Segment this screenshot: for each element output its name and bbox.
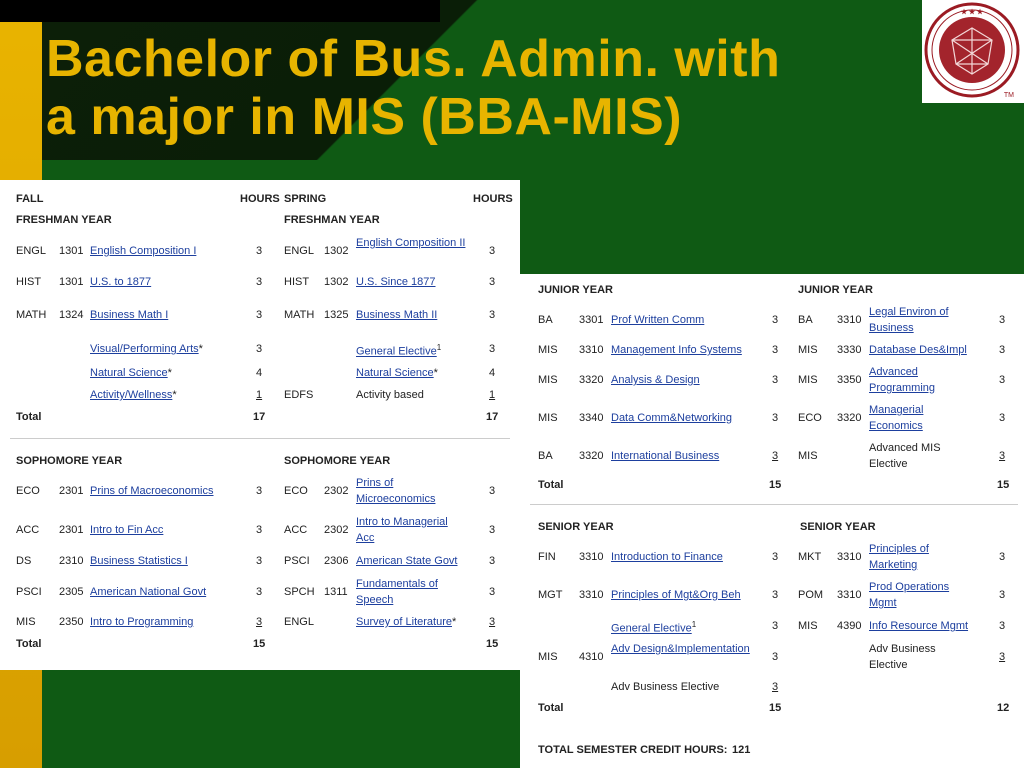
course-dept: HIST [16,276,42,288]
section-divider [10,438,510,439]
hours-header-spring: HOURS [473,193,513,205]
course-link-mis2350[interactable]: Intro to Programming [90,616,194,628]
course-number: 3320 [579,450,604,462]
course-dept: MIS [538,374,558,386]
footnote-mark: 1 [436,343,442,352]
course-link-general-elective[interactable]: General Elective [356,345,437,358]
course-hours: 3 [489,586,496,598]
course-hours: 3 [489,555,496,567]
total-hours-fall: 17 [253,411,266,423]
course-dept: BA [538,314,553,326]
course-hours: 3 [999,589,1006,601]
course-dept: ECO [284,485,308,497]
course-link-psci2305[interactable]: American National Govt [90,586,207,598]
junior-year-label: JUNIOR YEAR [538,284,613,296]
course-link-ba3310[interactable]: Legal Environ of Business [869,306,949,334]
total-hours-senior: 15 [769,702,782,714]
course-hours: 3 [999,551,1006,563]
course-link-psci2306[interactable]: American State Govt [356,555,458,567]
course-link-mkt3310[interactable]: Principles of Marketing [869,543,929,571]
course-number: 3340 [579,412,604,424]
course-dept: MKT [798,551,822,563]
course-dept: ECO [798,412,822,424]
course-link-engl1301[interactable]: English Composition I [90,245,197,257]
course-hours: 3 [772,681,779,693]
course-link-ds2310[interactable]: Business Statistics I [90,555,188,567]
course-dept: SPCH [284,586,315,598]
course-link-acc2302[interactable]: Intro to Managerial Acc [356,516,448,544]
course-link-natural-science[interactable]: Natural Science [90,367,168,379]
elective-cell [611,620,696,635]
course-link-hist1302[interactable]: U.S. Since 1877 [356,276,436,288]
course-number: 3310 [837,589,862,601]
course-number: 3310 [837,551,862,563]
total-hours-spring: 15 [486,638,499,650]
junior-year-label-2: JUNIOR YEAR [798,284,873,296]
course-link-eco2301[interactable]: Prins of Macroeconomics [90,485,214,497]
course-hours: 4 [489,367,496,379]
course-hours: 3 [999,374,1006,386]
title-line-1: Bachelor of Bus. Admin. with [46,30,781,88]
course-hours: 3 [489,485,496,497]
course-hours: 3 [256,309,263,321]
course-number: 3320 [837,412,862,424]
slide-title [46,30,780,146]
course-title: Adv Business Elective [869,643,936,671]
course-link-hist1301[interactable]: U.S. to 1877 [90,276,152,288]
course-link-mis4310[interactable]: Adv Design&Implementation [611,643,750,655]
elective-cell [356,367,438,379]
course-number: 1324 [59,309,84,321]
svg-text:TM: TM [1003,92,1014,99]
course-dept: MIS [798,344,818,356]
spring-header: SPRING [284,193,327,205]
course-hours: 3 [999,314,1006,326]
course-number: 3310 [579,551,604,563]
course-hours: 3 [256,245,263,257]
title-line-2: a major in MIS (BBA-MIS) [46,88,683,146]
course-dept: MIS [798,374,818,386]
university-seal-logo [922,0,1024,103]
course-number: 3330 [837,344,862,356]
course-dept: PSCI [284,555,310,567]
course-link-mis3330[interactable]: Database Des&Impl [869,344,967,356]
course-number: 3310 [837,314,862,326]
course-title: Advanced MIS Elective [869,442,941,470]
course-hours: 3 [489,245,496,257]
total-label: Total [16,411,42,423]
course-number: 3320 [579,374,604,386]
course-dept: DS [16,555,32,567]
svg-text:★ ★ ★: ★ ★ ★ [960,8,984,16]
course-number: 2310 [59,555,84,567]
course-hours: 3 [256,276,263,288]
seal-icon [922,0,1024,103]
elective-cell [356,343,441,358]
course-hours: 3 [256,616,263,628]
course-number: 3310 [579,589,604,601]
total-label: Total [538,702,564,714]
course-hours: 3 [489,616,496,628]
course-hours: 3 [489,343,496,355]
total-hours-junior-2: 15 [997,479,1010,491]
section-divider [530,504,1018,505]
senior-year-label: SENIOR YEAR [538,521,614,533]
course-link-general-elective[interactable]: General Elective [611,622,692,635]
asterisk: * [198,343,203,355]
course-link-acc2301[interactable]: Intro to Fin Acc [90,524,164,536]
course-dept: ENGL [16,245,46,257]
course-hours: 3 [999,412,1006,424]
course-dept: MIS [538,651,558,663]
course-link-visual-arts[interactable]: Visual/Performing Arts [90,343,199,355]
course-dept: MATH [284,309,315,321]
course-link-mis3320[interactable]: Analysis & Design [611,374,700,386]
course-link-mgt3310[interactable]: Principles of Mgt&Org Beh [611,589,741,601]
course-hours: 4 [256,367,263,379]
hours-header-fall: HOURS [240,193,280,205]
course-dept: ENGL [284,245,314,257]
course-number: 1325 [324,309,349,321]
course-link-ba3320[interactable]: International Business [611,450,720,462]
course-dept: MIS [798,620,818,632]
course-title: Activity based [356,389,424,401]
course-link-fin3310[interactable]: Introduction to Finance [611,551,723,563]
course-hours: 3 [999,651,1006,663]
elective-cell [356,616,456,628]
course-hours: 3 [772,589,779,601]
course-dept: MIS [538,344,558,356]
asterisk: * [167,367,172,379]
junior-senior-table [520,274,1024,768]
elective-cell [90,367,172,379]
course-number: 1301 [59,276,84,288]
freshman-year-label-spring: FRESHMAN YEAR [284,214,380,226]
course-dept: EDFS [284,389,314,401]
grand-total-label: TOTAL SEMESTER CREDIT HOURS: [538,744,728,756]
course-hours: 3 [999,620,1006,632]
course-hours: 3 [256,586,263,598]
course-number: 4390 [837,620,862,632]
course-link-pom3310[interactable]: Prod Operations Mgmt [869,581,950,609]
course-hours: 3 [999,344,1006,356]
asterisk: * [452,616,457,628]
course-number: 2305 [59,586,84,598]
total-hours-fall: 15 [253,638,266,650]
course-hours: 1 [256,389,263,401]
course-dept: BA [538,450,553,462]
course-link-natural-science-2[interactable]: Natural Science [356,367,434,379]
total-label: Total [538,479,564,491]
course-number: 3301 [579,314,604,326]
elective-cell [90,389,177,401]
course-link-math1324[interactable]: Business Math I [90,309,169,321]
course-number: 1302 [324,276,349,288]
course-link-ba3301[interactable]: Prof Written Comm [611,314,705,326]
course-number: 2350 [59,616,84,628]
course-number: 2301 [59,485,84,497]
course-dept: PSCI [16,586,42,598]
course-link-mis3350[interactable]: Advanced Programming [869,366,936,394]
course-number: 2302 [324,485,349,497]
fall-header: FALL [16,193,44,205]
freshman-sophomore-table [0,180,520,670]
course-dept: ACC [284,524,308,536]
course-number: 1301 [59,245,84,257]
course-hours: 3 [772,450,779,462]
course-dept: FIN [538,551,556,563]
senior-year-label-2: SENIOR YEAR [800,521,876,533]
course-link-activity-wellness[interactable]: Activity/Wellness [90,389,173,401]
course-number: 2301 [59,524,84,536]
course-hours: 3 [256,555,263,567]
elective-cell [90,343,203,355]
course-dept: BA [798,314,813,326]
course-dept: MIS [16,616,36,628]
course-link-mis3310[interactable]: Management Info Systems [611,344,742,356]
course-dept: MIS [538,412,558,424]
course-dept: HIST [284,276,310,288]
course-hours: 3 [772,314,779,326]
course-hours: 3 [256,485,263,497]
course-hours: 1 [489,389,496,401]
freshman-year-label: FRESHMAN YEAR [16,214,112,226]
total-hours-junior: 15 [769,479,782,491]
top-strip [0,0,440,22]
course-hours: 3 [772,344,779,356]
footnote-mark: 1 [691,620,697,629]
course-link-math1325[interactable]: Business Math II [356,309,438,321]
course-dept: ECO [16,485,40,497]
course-dept: MGT [538,589,563,601]
course-number: 3310 [579,344,604,356]
course-title: Adv Business Elective [611,681,720,693]
course-hours: 3 [772,651,779,663]
course-link-eco2302[interactable]: Prins of Microeconomics [356,477,436,505]
course-hours: 3 [489,276,496,288]
asterisk: * [433,367,438,379]
course-dept: POM [798,589,824,601]
course-dept: ENGL [284,616,314,628]
course-dept: MATH [16,309,47,321]
course-link-spch1311[interactable]: Fundamentals of Speech [356,578,438,606]
course-hours: 3 [772,374,779,386]
course-hours: 3 [256,343,263,355]
course-number: 2302 [324,524,349,536]
course-link-engl1302[interactable]: English Composition II [356,237,466,249]
course-number: 4310 [579,651,604,663]
course-link-survey-literature[interactable]: Survey of Literature [356,616,452,628]
course-dept: MIS [798,450,818,462]
course-hours: 3 [772,412,779,424]
course-hours: 3 [489,309,496,321]
course-link-mis4390[interactable]: Info Resource Mgmt [869,620,969,632]
asterisk: * [172,389,177,401]
course-number: 1311 [324,586,348,598]
total-label: Total [16,638,42,650]
grand-total-value: 121 [732,744,751,756]
course-hours: 3 [489,524,496,536]
course-number: 3350 [837,374,862,386]
course-hours: 3 [772,620,779,632]
total-hours-senior-2: 12 [997,702,1010,714]
course-dept: ACC [16,524,40,536]
sophomore-year-label-spring: SOPHOMORE YEAR [284,455,391,467]
course-link-eco3320[interactable]: Managerial Economics [869,404,924,432]
course-hours: 3 [772,551,779,563]
course-number: 1302 [324,245,349,257]
total-hours-spring: 17 [486,411,499,423]
course-hours: 3 [256,524,263,536]
sophomore-year-label: SOPHOMORE YEAR [16,455,123,467]
course-link-mis3340[interactable]: Data Comm&Networking [611,412,733,424]
course-number: 2306 [324,555,349,567]
course-hours: 3 [999,450,1006,462]
